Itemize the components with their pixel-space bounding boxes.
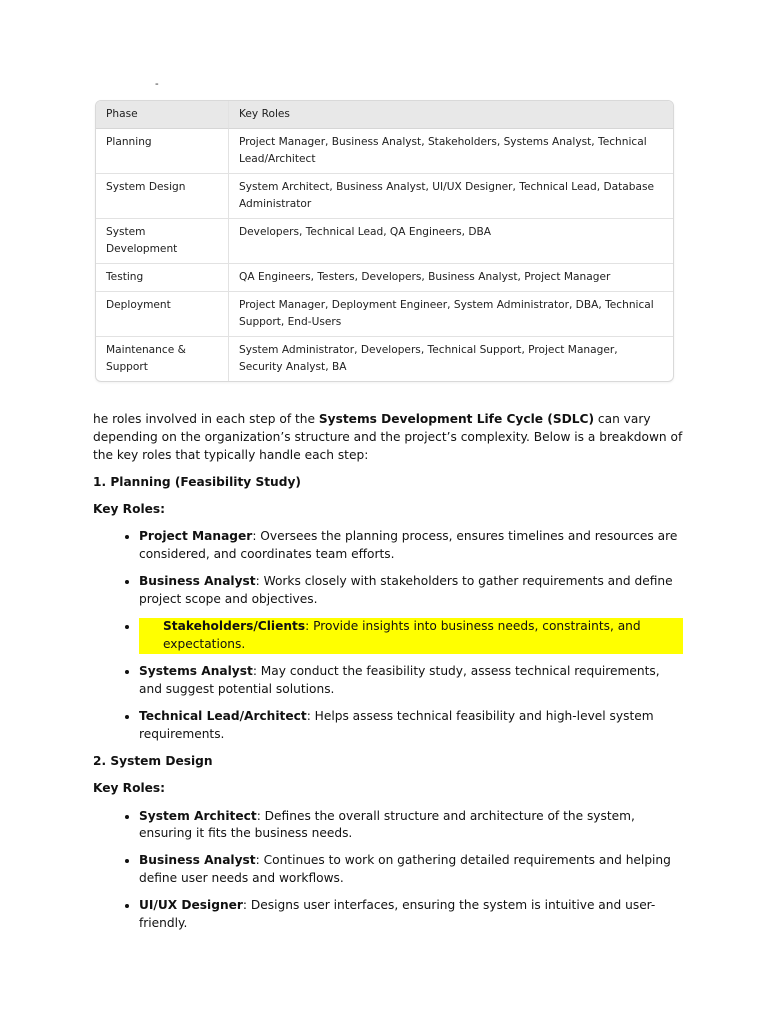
role-description: : Continues to work on gathering detailed requirements and helping define user needs and workflows.	[139, 853, 671, 886]
list-item	[139, 573, 683, 609]
role-description: : Designs user interfaces, ensuring the system is intuitive and user-friendly.	[139, 898, 656, 931]
list-item	[139, 897, 683, 933]
role-title: Stakeholders/Clients	[163, 619, 306, 634]
table-row	[96, 292, 673, 337]
roles-cell: System Administrator, Developers, Technical Support, Project Manager, Security Analyst, BA	[239, 344, 618, 373]
table-row	[96, 337, 673, 381]
intro-text-start: he roles involved in each step of the	[93, 412, 319, 426]
roles-cell: Project Manager, Deployment Engineer, System Administrator, DBA, Technical Support, End-Users	[229, 292, 673, 337]
phase-cell: System Development	[96, 219, 229, 264]
intro-text-end: can vary depending on the organization’s structure and the project’s complexity. Below is a breakdown of the key roles that typically handle each step:	[93, 412, 683, 462]
planning-roles-list	[93, 528, 683, 743]
roles-cell: Developers, Technical Lead, QA Engineers, DBA	[229, 219, 673, 264]
highlighted-list-item	[139, 618, 683, 654]
header-key-roles: Key Roles	[229, 101, 673, 129]
role-title: Business Analyst	[139, 574, 256, 589]
section-heading-planning: 1. Planning (Feasibility Study)	[93, 474, 301, 489]
table-header-row	[96, 101, 673, 129]
phase-cell: Deployment	[96, 292, 229, 337]
phase-cell: Maintenance & Support	[96, 337, 229, 381]
table-row	[96, 174, 673, 219]
role-title: Systems Analyst	[139, 664, 253, 679]
roles-cell: System Architect, Business Analyst, UI/UX Designer, Technical Lead, Database Administrator	[229, 174, 673, 219]
document-body	[93, 411, 683, 942]
role-title: UI/UX Designer	[139, 898, 243, 913]
role-description: : Defines the overall structure and architecture of the system, ensuring it fits the business needs.	[139, 808, 635, 841]
list-item	[139, 808, 683, 844]
role-title: Project Manager	[139, 529, 253, 544]
key-roles-label: Key Roles:	[93, 781, 166, 796]
role-description: : Oversees the planning process, ensures timelines and resources are considered, and coordinates team efforts.	[139, 529, 678, 562]
role-description: : Works closely with stakeholders to gather requirements and define project scope and objectives.	[139, 574, 673, 607]
phase-cell: Testing	[96, 264, 229, 292]
section-heading-system-design: 2. System Design	[93, 753, 213, 768]
intro-paragraph	[93, 411, 683, 464]
role-title: Technical Lead/Architect	[139, 709, 307, 724]
role-description: : May conduct the feasibility study, assess technical requirements, and suggest potential solutions.	[139, 664, 660, 696]
roles-cell: QA Engineers, Testers, Developers, Business Analyst, Project Manager	[229, 264, 673, 292]
role-description: : Helps assess technical feasibility and high-level system requirements.	[139, 709, 654, 741]
intro-sdlc-term: Systems Development Life Cycle (SDLC)	[318, 412, 595, 426]
design-roles-list	[93, 808, 683, 933]
table-row	[96, 264, 673, 292]
header-phase: Phase	[96, 101, 229, 129]
role-title: Business Analyst	[139, 853, 256, 868]
table-row	[96, 129, 673, 174]
stray-mark: -	[155, 78, 159, 90]
sdlc-roles-table	[95, 100, 674, 382]
table-row	[96, 219, 673, 264]
role-description: : Provide insights into business needs, constraints, and expectations.	[163, 619, 641, 652]
list-item	[139, 528, 683, 564]
list-item	[139, 663, 683, 699]
phase-cell: Planning	[96, 129, 229, 174]
roles-cell: Project Manager, Business Analyst, Stakeholders, Systems Analyst, Technical Lead/Architect	[229, 129, 673, 174]
key-roles-label: Key Roles:	[93, 502, 166, 517]
role-title: System Architect	[139, 808, 257, 823]
phase-cell: System Design	[96, 174, 229, 219]
list-item	[139, 852, 683, 888]
list-item	[139, 708, 683, 744]
